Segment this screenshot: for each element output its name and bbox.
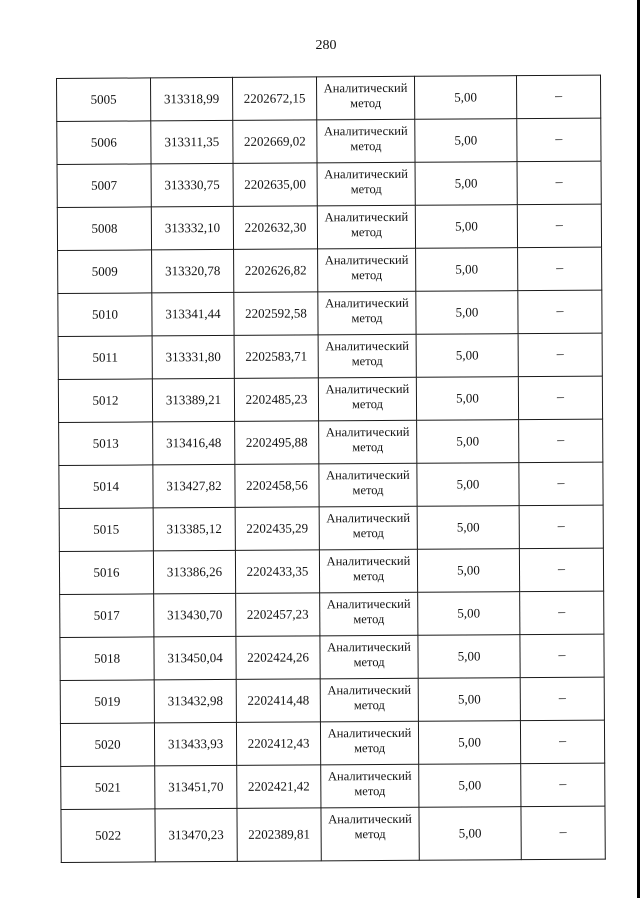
x-coordinate-cell: 313451,70 bbox=[155, 765, 237, 809]
x-coordinate-cell: 313331,80 bbox=[152, 335, 234, 379]
y-coordinate-cell: 2202672,15 bbox=[232, 77, 316, 121]
y-coordinate-cell: 2202583,71 bbox=[234, 335, 318, 379]
method-cell bbox=[318, 291, 416, 335]
method-line-1: Аналитический bbox=[324, 252, 409, 268]
point-number-cell: 5006 bbox=[57, 121, 151, 165]
method-line-2: метод bbox=[350, 139, 382, 154]
point-number-cell: 5012 bbox=[58, 379, 152, 423]
accuracy-cell: 5,00 bbox=[417, 463, 519, 507]
x-coordinate-cell: 313320,78 bbox=[152, 249, 234, 293]
x-coordinate-cell: 313341,44 bbox=[152, 292, 234, 336]
note-cell: – bbox=[519, 419, 603, 463]
point-number-cell: 5015 bbox=[59, 508, 153, 552]
method-line-2: метод bbox=[350, 182, 382, 197]
x-coordinate-cell: 313433,93 bbox=[154, 722, 236, 766]
x-coordinate-cell: 313386,26 bbox=[153, 550, 235, 594]
y-coordinate-cell: 2202458,56 bbox=[235, 464, 319, 508]
method-line-2: метод bbox=[354, 827, 386, 842]
method-line-1: Аналитический bbox=[327, 682, 412, 698]
method-line-1: Аналитический bbox=[324, 209, 409, 225]
y-coordinate-cell: 2202635,00 bbox=[233, 163, 317, 207]
x-coordinate-cell: 313427,82 bbox=[153, 464, 235, 508]
y-coordinate-cell: 2202485,23 bbox=[234, 378, 318, 422]
method-line-2: метод bbox=[351, 268, 383, 283]
point-number-cell: 5022 bbox=[61, 809, 155, 863]
note-cell: – bbox=[521, 806, 605, 860]
method-line-1: Аналитический bbox=[327, 768, 412, 784]
y-coordinate-cell: 2202457,23 bbox=[236, 593, 320, 637]
method-line-2: метод bbox=[353, 655, 385, 670]
method-line-1: Аналитический bbox=[327, 639, 411, 655]
y-coordinate-cell: 2202412,43 bbox=[236, 722, 320, 766]
point-number-cell: 5018 bbox=[60, 637, 154, 681]
note-cell: – bbox=[518, 376, 602, 420]
note-cell: – bbox=[517, 118, 601, 162]
table-row bbox=[61, 763, 605, 809]
method-line-1: Аналитический bbox=[326, 596, 411, 612]
point-number-cell: 5013 bbox=[59, 422, 153, 466]
method-cell bbox=[321, 764, 419, 808]
table-row bbox=[58, 290, 602, 336]
method-cell bbox=[318, 334, 416, 378]
method-line-1: Аналитический bbox=[326, 553, 411, 569]
page-number: 280 bbox=[315, 38, 337, 53]
note-cell: – bbox=[519, 462, 603, 506]
accuracy-cell: 5,00 bbox=[416, 377, 518, 421]
table-row bbox=[60, 720, 604, 766]
accuracy-cell: 5,00 bbox=[415, 162, 517, 206]
table-row bbox=[57, 161, 601, 207]
method-cell bbox=[319, 549, 417, 593]
note-cell: – bbox=[519, 548, 603, 592]
method-cell bbox=[319, 463, 417, 507]
y-coordinate-cell: 2202389,81 bbox=[237, 808, 321, 862]
method-line-1: Аналитический bbox=[328, 811, 412, 827]
coordinates-table bbox=[56, 75, 606, 863]
method-cell bbox=[317, 162, 415, 206]
table-row bbox=[59, 462, 603, 508]
y-coordinate-cell: 2202433,35 bbox=[235, 550, 319, 594]
method-line-2: метод bbox=[353, 612, 385, 627]
accuracy-cell: 5,00 bbox=[417, 506, 519, 550]
method-cell bbox=[320, 721, 418, 765]
method-line-1: Аналитический bbox=[325, 381, 410, 397]
note-cell: – bbox=[518, 290, 602, 334]
y-coordinate-cell: 2202435,29 bbox=[235, 507, 319, 551]
note-cell: – bbox=[516, 75, 600, 119]
point-number-cell: 5017 bbox=[60, 594, 154, 638]
table-row bbox=[61, 806, 605, 862]
point-number-cell: 5020 bbox=[60, 723, 154, 767]
x-coordinate-cell: 313430,70 bbox=[154, 593, 236, 637]
point-number-cell: 5016 bbox=[59, 551, 153, 595]
accuracy-cell: 5,00 bbox=[419, 807, 521, 861]
method-line-1: Аналитический bbox=[325, 338, 409, 354]
method-cell bbox=[317, 205, 415, 249]
table-body bbox=[57, 75, 606, 862]
note-cell: – bbox=[520, 677, 604, 721]
table-row bbox=[57, 204, 601, 250]
note-cell: – bbox=[519, 505, 603, 549]
accuracy-cell: 5,00 bbox=[418, 721, 520, 765]
method-line-2: метод bbox=[352, 483, 384, 498]
x-coordinate-cell: 313389,21 bbox=[152, 378, 234, 422]
method-cell bbox=[320, 635, 418, 679]
table-row bbox=[58, 376, 602, 422]
method-line-2: метод bbox=[352, 440, 384, 455]
accuracy-cell: 5,00 bbox=[417, 549, 519, 593]
accuracy-cell: 5,00 bbox=[416, 248, 518, 292]
point-number-cell: 5019 bbox=[60, 680, 154, 724]
x-coordinate-cell: 313470,23 bbox=[155, 808, 237, 861]
table-row bbox=[57, 118, 601, 164]
method-line-2: метод bbox=[351, 311, 383, 326]
method-line-2: метод bbox=[351, 397, 384, 412]
table-row bbox=[57, 75, 601, 121]
note-cell: – bbox=[517, 161, 601, 205]
x-coordinate-cell: 313450,04 bbox=[154, 636, 236, 680]
method-line-1: Аналитический bbox=[325, 424, 410, 440]
y-coordinate-cell: 2202421,42 bbox=[237, 765, 321, 809]
method-line-2: метод bbox=[354, 784, 386, 799]
accuracy-cell: 5,00 bbox=[416, 291, 518, 335]
method-line-1: Аналитический bbox=[326, 467, 410, 483]
point-number-cell: 5021 bbox=[61, 766, 155, 810]
x-coordinate-cell: 313330,75 bbox=[151, 163, 233, 207]
accuracy-cell: 5,00 bbox=[415, 205, 517, 249]
method-line-1: Аналитический bbox=[324, 166, 408, 182]
method-line-1: Аналитический bbox=[323, 123, 408, 139]
method-line-2: метод bbox=[353, 698, 385, 713]
point-number-cell: 5007 bbox=[57, 164, 151, 208]
method-cell bbox=[319, 506, 417, 550]
note-cell: – bbox=[520, 591, 604, 635]
note-cell: – bbox=[521, 763, 605, 807]
x-coordinate-cell: 313332,10 bbox=[151, 206, 233, 250]
method-line-2: метод bbox=[354, 741, 386, 756]
accuracy-cell: 5,00 bbox=[419, 764, 521, 808]
accuracy-cell: 5,00 bbox=[415, 119, 517, 163]
x-coordinate-cell: 313311,35 bbox=[151, 120, 233, 164]
y-coordinate-cell: 2202495,88 bbox=[235, 421, 319, 465]
method-cell bbox=[319, 420, 417, 464]
point-number-cell: 5005 bbox=[57, 78, 151, 122]
method-line-2: метод bbox=[350, 225, 382, 240]
point-number-cell: 5008 bbox=[57, 207, 151, 251]
method-line-2: метод bbox=[352, 526, 384, 541]
accuracy-cell: 5,00 bbox=[418, 678, 520, 722]
table-row bbox=[58, 333, 602, 379]
x-coordinate-cell: 313318,99 bbox=[151, 77, 233, 121]
method-cell bbox=[320, 678, 418, 722]
accuracy-cell: 5,00 bbox=[418, 592, 520, 636]
accuracy-cell: 5,00 bbox=[418, 635, 520, 679]
accuracy-cell: 5,00 bbox=[417, 420, 519, 464]
method-cell bbox=[316, 76, 414, 120]
point-number-cell: 5011 bbox=[58, 336, 152, 380]
method-line-2: метод bbox=[350, 96, 382, 111]
point-number-cell: 5009 bbox=[58, 250, 152, 294]
note-cell: – bbox=[518, 247, 602, 291]
method-line-1: Аналитический bbox=[326, 510, 411, 526]
method-line-1: Аналитический bbox=[327, 725, 412, 741]
method-line-1: Аналитический bbox=[323, 80, 408, 96]
table-row bbox=[58, 247, 602, 293]
method-line-2: метод bbox=[352, 569, 385, 584]
note-cell: – bbox=[518, 333, 602, 377]
note-cell: – bbox=[520, 634, 604, 678]
note-cell: – bbox=[517, 204, 601, 248]
table-row bbox=[60, 591, 604, 637]
point-number-cell: 5014 bbox=[59, 465, 153, 509]
y-coordinate-cell: 2202626,82 bbox=[234, 249, 318, 293]
method-cell bbox=[320, 592, 418, 636]
accuracy-cell: 5,00 bbox=[414, 76, 516, 120]
table-row bbox=[60, 677, 604, 723]
point-number-cell: 5010 bbox=[58, 293, 152, 337]
table-row bbox=[60, 634, 604, 680]
table-row bbox=[59, 548, 603, 594]
x-coordinate-cell: 313432,98 bbox=[154, 679, 236, 723]
method-line-1: Аналитический bbox=[325, 295, 409, 311]
method-cell bbox=[318, 377, 416, 421]
note-cell: – bbox=[520, 720, 604, 764]
method-cell bbox=[321, 807, 419, 861]
method-cell bbox=[317, 119, 415, 163]
table-row bbox=[59, 505, 603, 551]
method-line-2: метод bbox=[351, 354, 383, 369]
table-row bbox=[59, 419, 603, 465]
y-coordinate-cell: 2202424,26 bbox=[236, 636, 320, 680]
y-coordinate-cell: 2202632,30 bbox=[233, 206, 317, 250]
y-coordinate-cell: 2202414,48 bbox=[236, 679, 320, 723]
x-coordinate-cell: 313385,12 bbox=[153, 507, 235, 551]
y-coordinate-cell: 2202669,02 bbox=[233, 120, 317, 164]
x-coordinate-cell: 313416,48 bbox=[153, 421, 235, 465]
method-cell bbox=[318, 248, 416, 292]
y-coordinate-cell: 2202592,58 bbox=[234, 292, 318, 336]
accuracy-cell: 5,00 bbox=[416, 334, 518, 378]
